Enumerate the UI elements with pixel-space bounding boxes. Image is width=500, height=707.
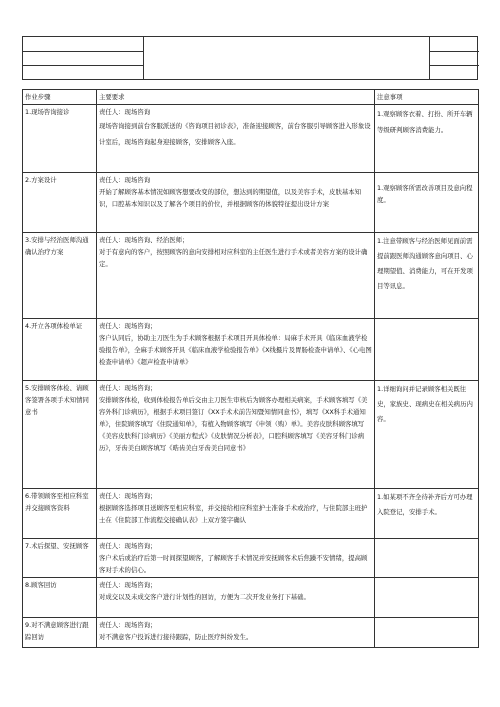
notes-cell [375, 489, 479, 539]
notes-cell [375, 578, 479, 618]
step-cell: 2.方案设计 [23, 173, 97, 233]
responsible-person: 责任人：现场咨询； [99, 322, 157, 330]
step-cell: 9.对不满意顾客进行跟踪回访 [23, 618, 97, 648]
responsible-person: 责任人：现场咨询； [99, 492, 157, 500]
requirements-cell [97, 539, 375, 578]
workflow-table [22, 89, 479, 648]
requirements-cell [97, 173, 375, 233]
table-row [23, 489, 479, 539]
responsible-person: 责任人：现场咨询； [99, 384, 157, 392]
note-text: 1.观察顾客衣着、打扮、所开车辆等级研判顾客消费能力。 [377, 110, 473, 134]
requirement-text: 现场咨询接到前台客服派送的《咨询项目初诊表》，准备迎接顾客，前台客服引导顾客进入形象设计室后，现场咨询起身迎接顾客，安排顾客入座。 [99, 122, 371, 146]
step-cell: 7.术后探望、安抚顾客 [23, 539, 97, 578]
notes-cell [375, 319, 479, 381]
step-cell: 1.现场咨询接诊 [23, 105, 97, 173]
requirement-text: 客户术后或治疗后第一时间探望顾客，了解顾客手术情况并安抚顾客术后焦躁不安情绪，提高顾客对手术的信心。 [99, 554, 368, 574]
responsible-person: 责任人：现场咨询、经治医师； [99, 236, 189, 244]
requirement-text: 对成交以及未成交客户进行计划性的回访，方便为二次开发业务打下基础。 [99, 593, 310, 601]
requirement-text: 根据顾客选择项目送顾客至相应科室，并交接给相应科室护士准备手术或治疗，与住院部主班护士在《住院部工作流程交接确认表》上双方签字确认 [99, 504, 368, 524]
requirement-text: 对于有意向的客户，按照顾客的意向安排相对应科室的主任医生进行手术或者美容方案的设计确定。 [99, 248, 368, 268]
table-header-row [23, 90, 479, 105]
requirements-cell [97, 105, 375, 173]
table-row [23, 381, 479, 489]
header-requirements: 主要要求 [97, 90, 375, 105]
step-cell: 5.安排顾客体检、请顾客签署各项手术知情同意书 [23, 381, 97, 489]
requirements-cell [97, 578, 375, 618]
header-notes: 注意事项 [375, 90, 479, 105]
step-cell: 8.顾客回访 [23, 578, 97, 618]
notes-cell [375, 381, 479, 489]
table-row [23, 233, 479, 319]
table-row [23, 618, 479, 648]
table-row [23, 173, 479, 233]
responsible-person: 责任人：现场咨询 [99, 108, 151, 116]
table-row [23, 539, 479, 578]
table-row [23, 578, 479, 618]
step-cell: 4.开立各项体检单证 [23, 319, 97, 381]
requirement-text: 对不满意客户投诉进行接待跟踪，防止医疗纠纷发生。 [99, 633, 253, 641]
note-text: 1.如某项不齐全待补齐后方可办理入院登记，安排手术。 [377, 493, 473, 516]
requirements-cell [97, 618, 375, 648]
table-row [23, 105, 479, 173]
notes-cell [375, 618, 479, 648]
requirement-text: 开始了解顾客基本情况如顾客想要改变的部位，想达到的期望值，以及美容手术，皮肤基本知识，口腔基本知识以及了解各个项目的价位，并根据顾客的体貌特征提出设计方案 [99, 188, 362, 208]
requirements-cell [97, 489, 375, 539]
notes-cell [375, 539, 479, 578]
responsible-person: 责任人：现场咨询； [99, 621, 157, 629]
requirements-cell [97, 381, 375, 489]
notes-cell [375, 233, 479, 319]
note-text: 1.注意带顾客与经治医师见面前需提前跟医师沟通顾客意向项目、心理期望值、消费能力，可在开发项目等讯息。 [377, 237, 473, 290]
responsible-person: 责任人：现场咨询； [99, 581, 157, 589]
note-text: 1.详细询问并记录顾客相关既往史，家族史、现病史在相关病历内容。 [377, 385, 473, 423]
step-cell: 3.安排与经治医师沟通确认治疗方案 [23, 233, 97, 319]
table-row [23, 319, 479, 381]
requirements-cell [97, 233, 375, 319]
document-header-grid [22, 36, 478, 80]
requirement-text: 安排顾客体检，收到体检报告单后交由主刀医生审核后为顾客办理相关病案，手术顾客填写《美容外科门诊病历》，根据手术项目签订《XX手术术前告知暨知情同意书》，填写《XX科手术通知单》，住院顾客填写《住院通知单》，有植入物顾客填写《申领（购）单》。美容皮肤科顾客填写《美容皮肤科门诊病历》《美丽方程式》《皮肤情况分析表》，口腔科顾客填写《美容牙科门诊病历》，牙齿美白顾客填写《晧齿美白牙齿美白同意书》 [99, 396, 368, 452]
responsible-person: 责任人：现场咨询； [99, 542, 157, 550]
responsible-person: 责任人：现场咨询 [99, 176, 151, 184]
requirement-text: 客户认同后，协助主刀医生为手术顾客根据手术项目开具体检单：局麻手术开具《临床血液学检验报告单》，全麻手术顾客开具《临床血液学检验报告单》《X线摄片及胃肠检查申请单》、《心电图检查申请单》《超声检查申请单》 [99, 334, 372, 366]
notes-cell [375, 173, 479, 233]
header-step: 作业步骤 [23, 90, 97, 105]
step-cell: 6.带领顾客至相应科室并交接顾客资料 [23, 489, 97, 539]
notes-cell [375, 105, 479, 173]
requirements-cell [97, 319, 375, 381]
note-text: 1.观察顾客所需改善项目及意向程度。 [377, 184, 473, 204]
